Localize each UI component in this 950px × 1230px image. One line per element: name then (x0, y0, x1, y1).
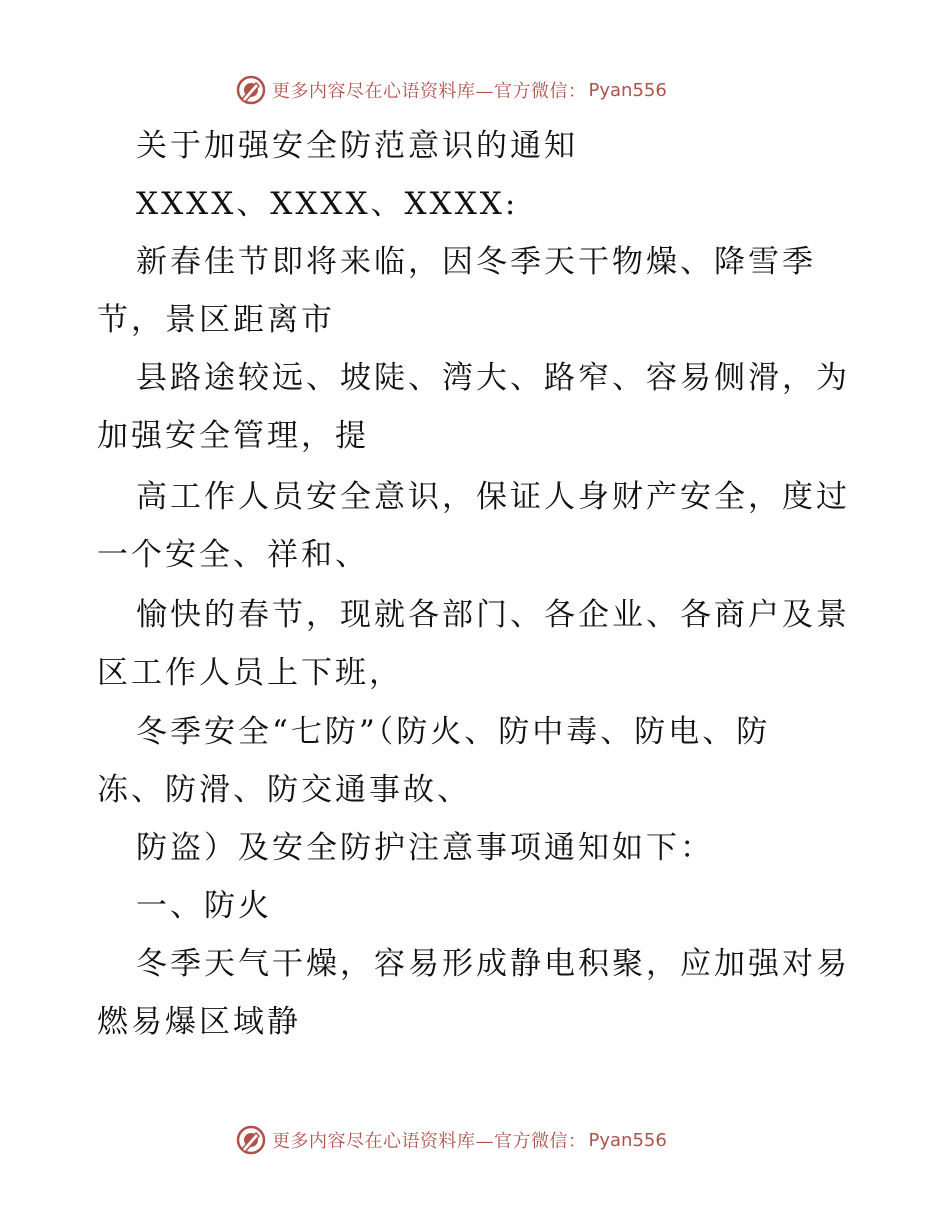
body-line: 防盗）及安全防护注意事项通知如下： (136, 830, 714, 866)
section-heading: 一、防火 (136, 888, 272, 924)
watermark-text: 更多内容尽在心语资料库—官方微信： (272, 1131, 587, 1152)
watermark-text: 更多内容尽在心语资料库—官方微信： (272, 81, 587, 102)
body-line: 高工作人员安全意识，保证人身财产安全，度过 (136, 479, 850, 515)
body-line: 县路途较远、坡陡、湾大、路窄、容易侧滑，为 (136, 360, 850, 396)
body-line: 愉快的春节，现就各部门、各企业、各商户及景 (136, 597, 850, 633)
body-line: 新春佳节即将来临，因冬季天干物燥、降雪季 (136, 244, 816, 280)
body-line: 加强安全管理，提 (97, 418, 369, 454)
pen-circle-logo-icon (236, 75, 266, 105)
watermark-wechat-id: Pyan556 (588, 1129, 667, 1151)
body-line: 一个安全、祥和、 (97, 537, 369, 573)
header-watermark (236, 73, 667, 107)
body-line: 节，景区距离市 (97, 302, 335, 338)
body-line: 冬季安全“七防”（防火、防中毒、防电、防 (136, 714, 771, 750)
pen-circle-logo-icon (236, 1125, 266, 1155)
document-addressee: XXXX、XXXX、XXXX: (136, 186, 519, 222)
body-line: 燃易爆区域静 (97, 1004, 301, 1040)
footer-watermark (236, 1123, 667, 1157)
body-line: 区工作人员上下班， (97, 655, 403, 691)
body-line: 冬季天气干燥，容易形成静电积聚，应加强对易 (136, 946, 850, 982)
watermark-wechat-id: Pyan556 (588, 79, 667, 101)
document-title: 关于加强安全防范意识的通知 (136, 128, 578, 164)
body-line: 冻、防滑、防交通事故、 (97, 772, 471, 808)
